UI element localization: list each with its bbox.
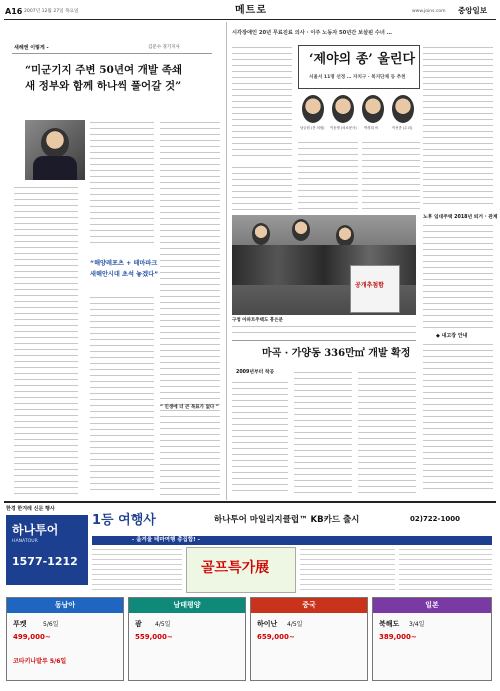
jeya-headline: ‘제야의 종’ 울린다 bbox=[309, 52, 416, 67]
region-cell-1 bbox=[6, 597, 124, 681]
hanatour-en: HANATOUR bbox=[12, 539, 38, 544]
notice-title: ◆ 내고장 안내 bbox=[436, 333, 468, 339]
hanatour-brand-block bbox=[6, 515, 88, 585]
section-title: 메트로 bbox=[235, 5, 267, 16]
portrait-caption-1: 남궁원 (전 의원) bbox=[300, 126, 325, 130]
region-cell-4 bbox=[372, 597, 492, 681]
region-cell-3 bbox=[250, 597, 368, 681]
left-col-3 bbox=[160, 120, 220, 495]
mileage-text: 하나투어 마일리지클럽™ KB카드 출시 bbox=[214, 515, 360, 525]
right-col-1 bbox=[232, 45, 292, 160]
person-3 bbox=[336, 225, 354, 247]
golf-title: 골프특가展 bbox=[201, 560, 270, 576]
governor-photo bbox=[25, 120, 85, 180]
promo-text: - 올겨울 테마여행 총집합! - bbox=[132, 537, 200, 543]
top-agency bbox=[92, 513, 212, 535]
right-col-4 bbox=[423, 45, 493, 205]
left-byline: 김문수 경기지사 bbox=[148, 45, 180, 50]
region-nights-2: 4/5일 bbox=[155, 621, 171, 628]
portrait-caption-4: 이선종 (수녀) bbox=[392, 126, 413, 130]
region-bottom-1: 코타키나발루 5/6일 bbox=[13, 658, 67, 665]
region-price-4: 389,000~ bbox=[379, 633, 417, 641]
sidebar-text bbox=[423, 223, 493, 328]
rank-label: 1등 bbox=[92, 513, 114, 528]
golf-block bbox=[186, 547, 296, 593]
ballot-box bbox=[350, 265, 400, 313]
portrait-2 bbox=[332, 95, 354, 123]
portrait-3 bbox=[362, 95, 384, 123]
region-cell-2 bbox=[128, 597, 246, 681]
sidebar-title: 노후 임대주택 2018년 퇴거 · 관계 bbox=[423, 215, 498, 220]
region-head-2: 남태평양 bbox=[129, 598, 245, 613]
region-nights-1: 5/6일 bbox=[43, 621, 59, 628]
portrait bbox=[41, 128, 69, 158]
paper-name: 중앙일보 bbox=[458, 6, 487, 15]
region-price-3: 659,000~ bbox=[257, 633, 295, 641]
page-number: A16 bbox=[5, 7, 23, 16]
product-list-3 bbox=[399, 547, 492, 593]
left-subhead: “ 인생에 더 큰 목표가 없다 ” bbox=[160, 405, 219, 410]
product-list-2 bbox=[300, 547, 395, 593]
left-headline-2: 새 정부와 함께 하나씩 풀어갈 것” bbox=[25, 80, 182, 92]
person-2 bbox=[292, 219, 310, 241]
mid-col-1 bbox=[232, 380, 288, 495]
rule bbox=[232, 340, 416, 341]
region-head-1: 동남아 bbox=[7, 598, 123, 613]
mid-sub: 2009년부터 착공 bbox=[236, 370, 275, 375]
suit bbox=[33, 156, 77, 180]
left-col-2b bbox=[90, 295, 154, 495]
sub-phone: 02)722-1000 bbox=[410, 515, 460, 523]
pull-quote bbox=[90, 260, 159, 290]
hanatour-logo: 하나투어 bbox=[12, 523, 59, 537]
left-col-2 bbox=[90, 120, 154, 245]
region-product-1: 푸켓 bbox=[13, 620, 27, 628]
right-kicker: 시각장애인 20년 무료진료 의사 · 이주 노동자 50년간 보살핀 수녀 … bbox=[232, 30, 392, 36]
mid-col-2 bbox=[294, 370, 352, 495]
ballot-photo bbox=[232, 215, 416, 315]
jeya-sub: 서울서 11명 선정 … 자치구 · 복지단체 등 추천 bbox=[309, 75, 406, 80]
ad-top-rule bbox=[4, 501, 496, 503]
photo-caption: 구청 아파트주택도 흥은분 bbox=[232, 318, 283, 323]
region-nights-3: 4/5일 bbox=[287, 621, 303, 628]
left-tag: 새해엔 이렇게 - bbox=[14, 45, 49, 51]
photo-caption-lines bbox=[232, 324, 416, 336]
issue-date: 2007년 12월 27일 목요일 bbox=[24, 9, 79, 14]
region-nights-4: 3/4일 bbox=[409, 621, 425, 628]
product-list bbox=[92, 547, 182, 593]
region-product-4: 북해도 bbox=[379, 620, 400, 628]
person-1 bbox=[252, 223, 270, 245]
portrait-caption-3: 박경희 씨 bbox=[364, 126, 379, 130]
mid-col-3 bbox=[358, 370, 416, 495]
column-divider bbox=[226, 22, 227, 500]
region-head-3: 중국 bbox=[251, 598, 367, 613]
ad-top-strip: 한경 한겨레 신문 행사 bbox=[6, 506, 55, 512]
rule bbox=[12, 53, 212, 54]
region-product-2: 괌 bbox=[135, 620, 142, 628]
left-col-1 bbox=[14, 185, 78, 495]
ad-banner bbox=[4, 505, 496, 685]
portrait-4 bbox=[392, 95, 414, 123]
quote-line-2: 새해안시대 초석 놓겠다” bbox=[90, 270, 159, 278]
region-head-4: 일본 bbox=[373, 598, 491, 613]
portrait-1 bbox=[302, 95, 324, 123]
mid-headline: 마곡 · 가양동 336만㎡ 개발 확정 bbox=[262, 348, 411, 359]
jeya-headline-box bbox=[298, 45, 420, 89]
right-col-2 bbox=[298, 140, 358, 210]
region-price-1: 499,000~ bbox=[13, 633, 51, 641]
promo-bar bbox=[92, 536, 492, 545]
rank-label-rest: 여행사 bbox=[113, 513, 156, 528]
web-address: www.joins.com bbox=[412, 9, 446, 14]
right-col-3 bbox=[362, 140, 420, 210]
quote-line-1: “해양레포츠 + 테마파크 bbox=[90, 260, 158, 267]
region-product-3: 하이난 bbox=[257, 620, 278, 628]
header-rule bbox=[4, 19, 496, 20]
portrait-caption-2: 이동명 (의료봉사) bbox=[330, 126, 357, 130]
hanatour-phone: 1577-1212 bbox=[12, 555, 78, 568]
left-headline-1: “미군기지 주변 50년여 개발 족쇄 bbox=[25, 64, 182, 76]
right-col-1b bbox=[232, 165, 292, 210]
portrait-row bbox=[300, 95, 422, 139]
ballot-box-label: 공개추첨함 bbox=[355, 282, 384, 289]
notice-text bbox=[423, 342, 493, 492]
region-price-2: 559,000~ bbox=[135, 633, 173, 641]
